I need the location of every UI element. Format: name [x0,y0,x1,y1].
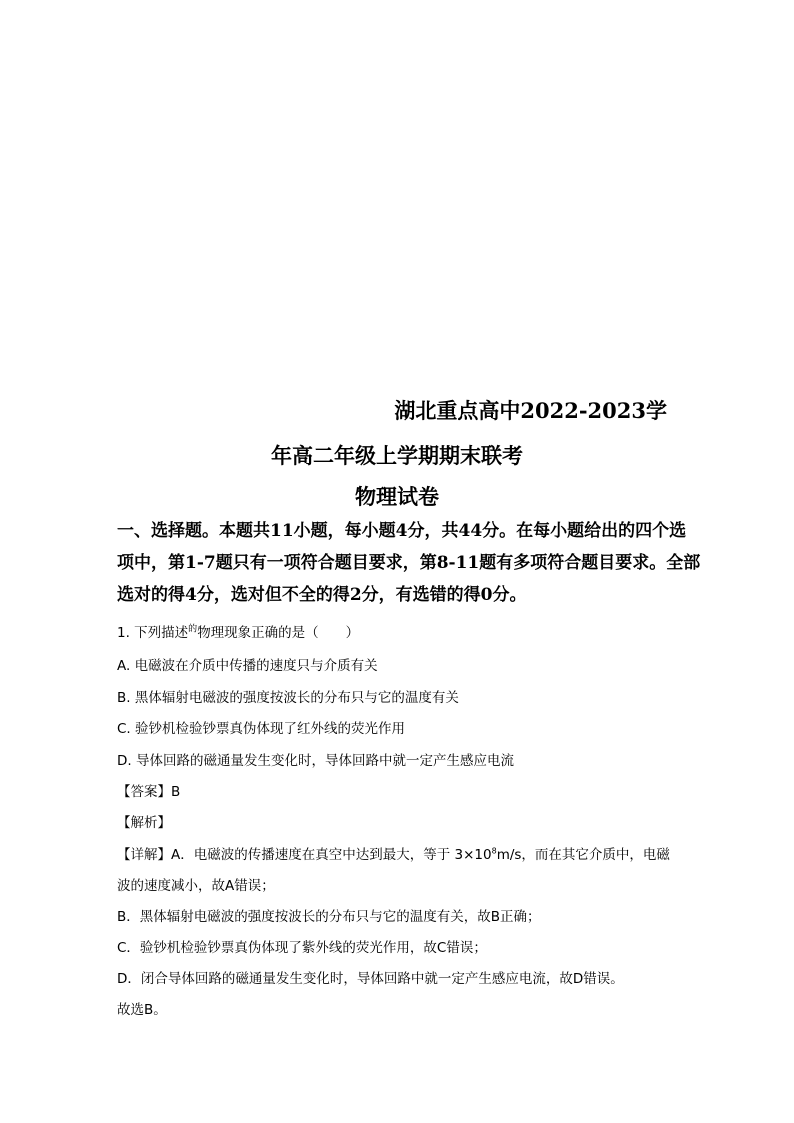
option-a: A. 电磁波在介质中传播的速度只与介质有关 [117,658,378,674]
detail-line-1-prefix: 【详解】A．电磁波的传播速度在真空中达到最大，等于 3×10 [117,847,492,863]
detail-line-1 [117,843,687,863]
detail-line-1-suffix: m/s，而在其它介质中，电磁 [496,847,670,863]
section-instructions-line-3: 选对的得4分，选对但不全的得2分，有选错的得0分。 [117,585,527,605]
section-instructions-line-2: 项中，第1-7题只有一项符合题目要求，第8-11题有多项符合题目要求。全部 [117,553,701,573]
option-d: D. 导体回路的磁通量发生变化时，导体回路中就一定产生感应电流 [117,753,514,769]
option-c: C. 验钞机检验钞票真伪体现了红外线的荧光作用 [117,721,406,737]
question-stem [117,621,687,641]
answer-label: 【答案】B [117,784,181,800]
exam-title-line-2: 年高二年级上学期期末联考 [271,443,523,468]
detail-line-2: 波的速度减小，故A错误； [117,878,275,894]
exam-subject-title: 物理试卷 [355,484,439,509]
detail-d: D．闭合导体回路的磁通量发生变化时，导体回路中就一定产生感应电流，故D错误。 [117,971,624,987]
detail-b: B．黑体辐射电磁波的强度按波长的分布只与它的温度有关，故B正确； [117,909,541,925]
question-stem-prefix: 1. 下列描述 [117,625,189,641]
question-stem-suffix: 物理现象正确的是（ ） [197,625,360,641]
question-stem-superscript: 的 [188,624,198,635]
detail-exponent: 8 [491,846,497,856]
section-instructions-line-1: 一、选择题。本题共11小题，每小题4分，共44分。在每小题给出的四个选 [117,521,687,541]
exam-title-line-1: 湖北重点高中2022-2023学 [394,398,667,423]
section-instructions [117,515,701,611]
analysis-label: 【解析】 [117,815,171,831]
detail-c: C．验钞机检验钞票真伪体现了紫外线的荧光作用，故C错误； [117,940,487,956]
option-b: B. 黑体辐射电磁波的强度按波长的分布只与它的温度有关 [117,690,459,706]
conclusion: 故选B。 [117,1002,167,1018]
